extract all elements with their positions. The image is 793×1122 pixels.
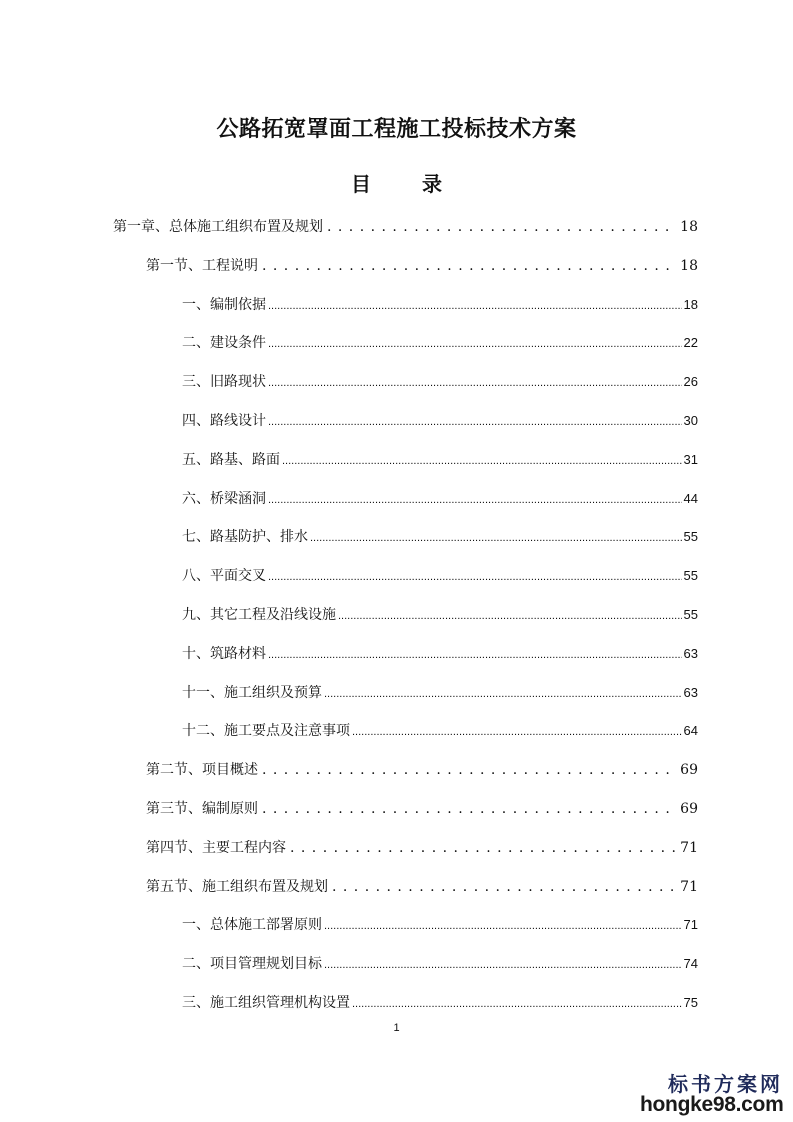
toc-entry-page: 55 — [683, 568, 698, 584]
page-number: 1 — [393, 1022, 400, 1034]
toc-entry[interactable] — [182, 410, 698, 432]
toc-entry[interactable] — [182, 914, 698, 936]
toc-entry[interactable] — [182, 526, 698, 548]
toc-entry[interactable] — [146, 798, 698, 820]
toc-entry[interactable] — [146, 876, 698, 898]
toc-leader-dots — [262, 255, 676, 277]
toc-entry[interactable] — [182, 565, 698, 587]
toc-entry-label: 六、桥梁涵洞 — [182, 490, 266, 507]
toc-entry-label: 三、旧路现状 — [182, 374, 266, 391]
toc-entry-page: 71 — [680, 839, 698, 856]
toc-entry-label: 第一章、总体施工组织布置及规划 — [113, 219, 323, 235]
toc-entry-label: 五、路基、路面 — [182, 451, 280, 468]
toc-entry[interactable] — [182, 332, 698, 354]
toc-entry-label: 三、施工组织管理机构设置 — [182, 995, 350, 1011]
toc-entry-page: 31 — [683, 451, 698, 467]
toc-leader-dots — [352, 720, 682, 743]
toc-leader-dots — [268, 332, 682, 355]
toc-entry-label: 第二节、项目概述 — [146, 762, 258, 779]
toc-entry[interactable] — [182, 294, 698, 316]
toc-leader-dots — [268, 488, 682, 511]
toc-entry-label: 十二、施工要点及注意事项 — [182, 723, 350, 740]
toc-entry-label: 一、编制依据 — [182, 296, 266, 313]
toc-entry-label: 第五节、施工组织布置及规划 — [146, 878, 328, 895]
toc-entry-page: 63 — [683, 684, 698, 700]
toc-leader-dots — [324, 914, 682, 937]
toc-leader-dots — [268, 371, 682, 394]
toc-entry-page: 18 — [680, 219, 698, 235]
toc-entry-page: 71 — [680, 878, 698, 895]
toc-entry-page: 63 — [683, 645, 698, 661]
toc-entry-page: 30 — [683, 413, 698, 428]
toc-entry-label: 八、平面交叉 — [182, 568, 266, 585]
toc-entry-label: 十、筑路材料 — [182, 645, 266, 662]
toc-leader-dots — [262, 798, 676, 820]
toc-leader-dots — [268, 410, 682, 433]
toc-entry[interactable] — [182, 720, 698, 742]
toc-entry-label: 第三节、编制原则 — [146, 801, 258, 817]
toc-entry[interactable] — [146, 255, 698, 277]
toc-leader-dots — [324, 682, 682, 705]
toc-entry-label: 七、路基防护、排水 — [182, 529, 308, 546]
toc-entry-label: 二、项目管理规划目标 — [182, 956, 322, 973]
toc-entry[interactable] — [182, 604, 698, 626]
toc-entry-page: 74 — [683, 956, 698, 972]
toc-leader-dots — [268, 294, 682, 317]
toc-entry-page: 44 — [683, 490, 698, 506]
toc-entry-page: 18 — [683, 296, 698, 312]
toc-entry-page: 69 — [680, 762, 698, 779]
document-title: 公路拓宽罩面工程施工投标技术方案 — [216, 117, 577, 142]
toc-entry-label: 一、总体施工部署原则 — [182, 917, 322, 934]
toc-leader-dots — [332, 876, 676, 898]
toc-entry-label: 十一、施工组织及预算 — [182, 684, 322, 701]
toc-leader-dots — [290, 837, 676, 859]
toc-entry[interactable] — [182, 488, 698, 510]
toc-leader-dots — [338, 604, 682, 627]
toc-leader-dots — [324, 953, 682, 976]
watermark-brand: 标书方案网 — [668, 1072, 783, 1096]
toc-entry-page: 22 — [683, 335, 698, 351]
toc-entry-page: 55 — [683, 529, 698, 545]
toc-entry-label: 第一节、工程说明 — [146, 257, 258, 274]
toc-entry[interactable] — [182, 643, 698, 665]
toc-entry-page: 75 — [683, 995, 698, 1010]
toc-entry[interactable] — [146, 759, 698, 781]
toc-heading: 目 录 — [351, 172, 464, 196]
toc-entry-label: 二、建设条件 — [182, 335, 266, 352]
toc-leader-dots — [262, 759, 676, 781]
toc-entry-page: 69 — [680, 801, 698, 817]
toc-entry-label: 第四节、主要工程内容 — [146, 839, 286, 856]
toc-entry-label: 九、其它工程及沿线设施 — [182, 607, 336, 623]
toc-entry-label: 四、路线设计 — [182, 413, 266, 429]
toc-entry-page: 55 — [683, 607, 698, 622]
toc-entry[interactable] — [182, 953, 698, 975]
toc-entry[interactable] — [182, 449, 698, 471]
toc-leader-dots — [327, 216, 676, 238]
toc-entry[interactable] — [113, 216, 698, 238]
toc-leader-dots — [268, 643, 682, 666]
toc-leader-dots — [310, 526, 682, 549]
toc-entry[interactable] — [182, 682, 698, 704]
toc-entry[interactable] — [182, 992, 698, 1014]
toc-entry-page: 18 — [680, 257, 698, 274]
toc-entry[interactable] — [182, 371, 698, 393]
toc-leader-dots — [268, 565, 682, 588]
toc-leader-dots — [282, 449, 682, 472]
watermark-url: hongke98.com — [640, 1093, 784, 1116]
toc-entry-page: 26 — [683, 374, 698, 390]
toc-entry[interactable] — [146, 837, 698, 859]
toc-entry-page: 71 — [683, 917, 698, 933]
toc-leader-dots — [352, 992, 682, 1015]
toc-entry-page: 64 — [683, 723, 698, 739]
